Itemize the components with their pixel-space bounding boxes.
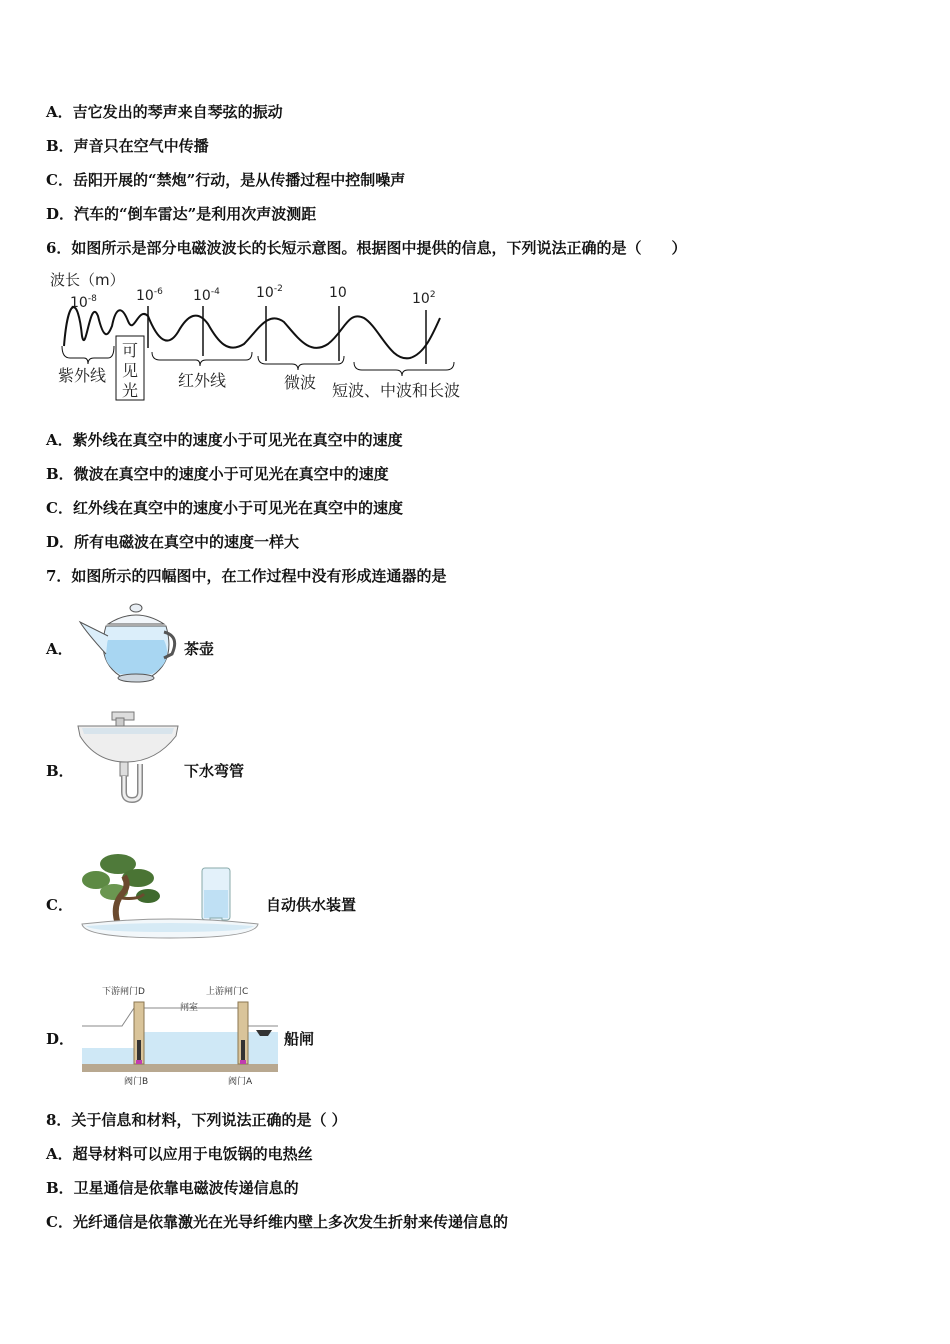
- q5-option-c: C．岳阳开展的“禁炮”行动，是从传播过程中控制噪声: [46, 171, 406, 189]
- lock-label-c: 上游闸门C: [206, 987, 249, 997]
- q8-option-a: A．超导材料可以应用于电饭锅的电热丝: [46, 1145, 313, 1163]
- band-microwave: 微波: [284, 373, 317, 392]
- band-visible-1: 可: [122, 341, 139, 360]
- q5-option-d: D．汽车的“倒车雷达”是利用次声波测距: [46, 205, 317, 223]
- tick-label: $10^2$: [412, 290, 436, 307]
- bonsai-water-figure: [78, 846, 262, 940]
- sink-figure: [76, 708, 182, 804]
- q5-option-a: A．吉它发出的琴声来自琴弦的振动: [46, 103, 283, 121]
- q5-option-b: B．声音只在空气中传播: [46, 137, 209, 155]
- q7-option-a-caption: 茶壶: [184, 640, 215, 658]
- q8-option-c: C．光纤通信是依靠激光在光导纤维内壁上多次发生折射来传递信息的: [46, 1213, 508, 1231]
- teapot-figure: [76, 600, 180, 684]
- band-uv: 紫外线: [58, 366, 107, 385]
- lock-label-b: 阀门B: [124, 1077, 149, 1087]
- q7-option-d-caption: 船闸: [284, 1030, 315, 1048]
- ship-lock-figure: [82, 980, 278, 1088]
- tick-label: 10: [329, 285, 347, 301]
- tick-label: $10^{-4}$: [193, 287, 220, 304]
- q7-option-a-label: A．: [46, 640, 73, 658]
- band-visible-3: 光: [122, 381, 139, 400]
- q6-option-b: B．微波在真空中的速度小于可见光在真空中的速度: [46, 465, 389, 483]
- q7-stem: 7．如图所示的四幅图中，在工作过程中没有形成连通器的是: [46, 567, 447, 585]
- q6-option-a: A．紫外线在真空中的速度小于可见光在真空中的速度: [46, 431, 403, 449]
- q7-option-d-label: D．: [46, 1030, 75, 1048]
- q6-stem: 6．如图所示是部分电磁波波长的长短示意图。根据图中提供的信息，下列说法正确的是（ ）: [46, 239, 687, 257]
- wave-curve: [64, 307, 440, 358]
- em-spectrum-figure: [48, 266, 478, 406]
- lock-label-a: 阀门A: [228, 1077, 253, 1087]
- axis-label: 波长（m）: [50, 271, 125, 289]
- q8-stem: 8．关于信息和材料，下列说法正确的是（ ）: [46, 1111, 347, 1129]
- q6-option-c: C．红外线在真空中的速度小于可见光在真空中的速度: [46, 499, 403, 517]
- q7-option-c-label: C．: [46, 896, 73, 914]
- q6-option-d: D．所有电磁波在真空中的速度一样大: [46, 533, 300, 551]
- q7-option-b-label: B．: [46, 762, 74, 780]
- q7-option-b-caption: 下水弯管: [184, 762, 245, 780]
- band-radio: 短波、中波和长波: [332, 381, 461, 400]
- q8-option-b: B．卫星通信是依靠电磁波传递信息的: [46, 1179, 299, 1197]
- tick-label: $10^{-6}$: [136, 287, 163, 304]
- tick-label: $10^{-2}$: [256, 284, 283, 301]
- band-visible-2: 见: [122, 361, 139, 380]
- lock-label-chamber: 闸室: [180, 1003, 199, 1013]
- lock-label-d: 下游闸门D: [102, 987, 145, 997]
- band-ir: 红外线: [178, 371, 227, 390]
- tick-label: $10^{-8}$: [70, 294, 97, 311]
- q7-option-c-caption: 自动供水装置: [266, 896, 357, 914]
